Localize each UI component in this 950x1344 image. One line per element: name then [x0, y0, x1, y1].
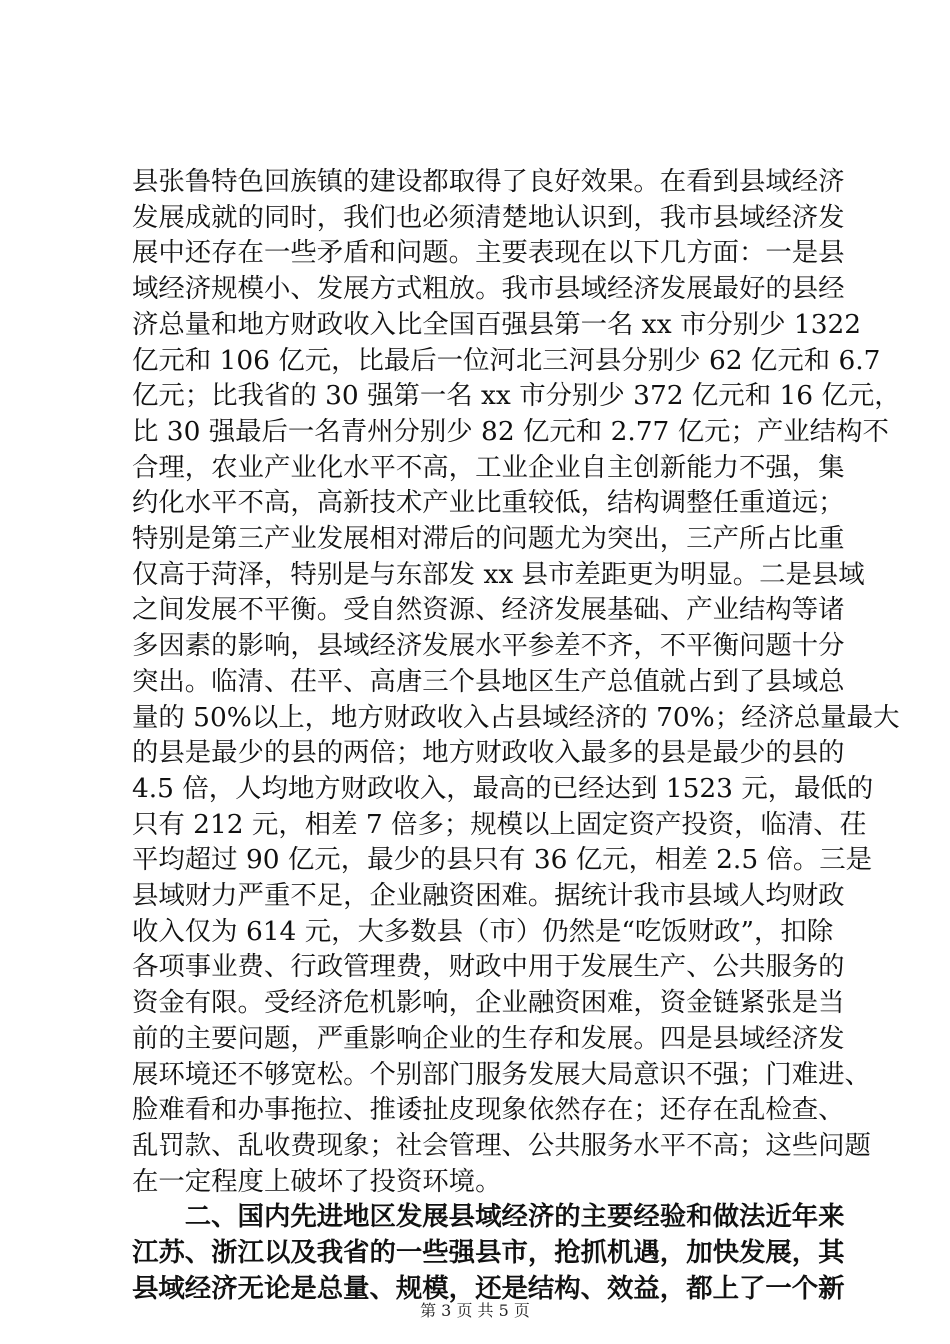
- paragraph-1: [132, 164, 901, 1199]
- text-line: 特别是第三产业发展相对滞后的问题尤为突出，三产所占比重: [132, 523, 845, 555]
- text-line: 收入仅为 614 元，大多数县（市）仍然是“吃饭财政”，扣除: [132, 915, 834, 947]
- page-footer: [0, 1298, 950, 1321]
- text-line: 约化水平不高，高新技术产业比重较低，结构调整任重道远；: [132, 487, 845, 519]
- body-text: [132, 164, 901, 1307]
- text-line: 济总量和地方财政收入比全国百强县第一名 xx 市分别少 1322: [132, 308, 862, 340]
- text-line: 亿元和 106 亿元，比最后一位河北三河县分别少 62 亿元和 6.7: [132, 344, 881, 376]
- text-line: 突出。临清、茌平、高唐三个县地区生产总值就占到了县域总: [132, 665, 845, 697]
- text-line: 在一定程度上破坏了投资环境。: [132, 1165, 502, 1197]
- text-line: 资金有限。受经济危机影响，企业融资困难，资金链紧张是当: [132, 987, 845, 1019]
- text-line: 脸难看和办事拖拉、推诿扯皮现象依然存在；还存在乱检查、: [132, 1094, 845, 1126]
- text-line: 发展成就的同时，我们也必须清楚地认识到，我市县域经济发: [132, 201, 845, 233]
- text-line: 前的主要问题，严重影响企业的生存和发展。四是县域经济发: [132, 1022, 845, 1054]
- text-line: 4.5 倍，人均地方财政收入，最高的已经达到 1523 元，最低的: [132, 772, 874, 804]
- text-line: 仅高于菏泽，特别是与东部发 xx 县市差距更为明显。二是县域: [132, 558, 865, 590]
- text-line: 平均超过 90 亿元，最少的县只有 36 亿元，相差 2.5 倍。三是: [132, 844, 873, 876]
- text-line: 县域财力严重不足，企业融资困难。据统计我市县域人均财政: [132, 880, 845, 912]
- paragraph-2: [132, 1199, 845, 1306]
- text-line: 县张鲁特色回族镇的建设都取得了良好效果。在看到县域经济: [132, 166, 845, 197]
- text-line: 展环境还不够宽松。个别部门服务发展大局意识不强；门难进、: [132, 1058, 871, 1090]
- text-line: 亿元；比我省的 30 强第一名 xx 市分别少 372 亿元和 16 亿元，: [132, 380, 901, 412]
- text-line: 的县是最少的县的两倍；地方财政收入最多的县是最少的县的: [132, 737, 845, 769]
- page-number: 第 3 页 共 5 页: [420, 1301, 530, 1320]
- text-line: 只有 212 元，相差 7 倍多；规模以上固定资产投资，临清、茌: [132, 808, 867, 840]
- text-line: 域经济规模小、发展方式粗放。我市县域经济发展最好的县经: [132, 273, 845, 305]
- text-line: 县域经济无论是总量、规模，还是结构、效益，都上了一个新: [132, 1272, 845, 1304]
- text-line: 乱罚款、乱收费现象；社会管理、公共服务水平不高；这些问题: [132, 1129, 871, 1161]
- text-line: 比 30 强最后一名青州分别少 82 亿元和 2.77 亿元；产业结构不: [132, 415, 889, 447]
- text-line: 合理，农业产业化水平不高，工业企业自主创新能力不强，集: [132, 451, 845, 483]
- text-line: 之间发展不平衡。受自然资源、经济发展基础、产业结构等诸: [132, 594, 845, 626]
- text-line: 多因素的影响，县域经济发展水平参差不齐，不平衡问题十分: [132, 630, 845, 662]
- text-line: 江苏、浙江以及我省的一些强县市，抢抓机遇，加快发展，其: [132, 1237, 845, 1269]
- text-line: 展中还存在一些矛盾和问题。主要表现在以下几方面：一是县: [132, 237, 845, 269]
- section-heading-line: 二、国内先进地区发展县域经济的主要经验和做法近年来: [132, 1201, 845, 1233]
- text-line: 量的 50%以上，地方财政收入占县域经济的 70%；经济总量最大: [132, 701, 900, 733]
- text-line: 各项事业费、行政管理费，财政中用于发展生产、公共服务的: [132, 951, 845, 983]
